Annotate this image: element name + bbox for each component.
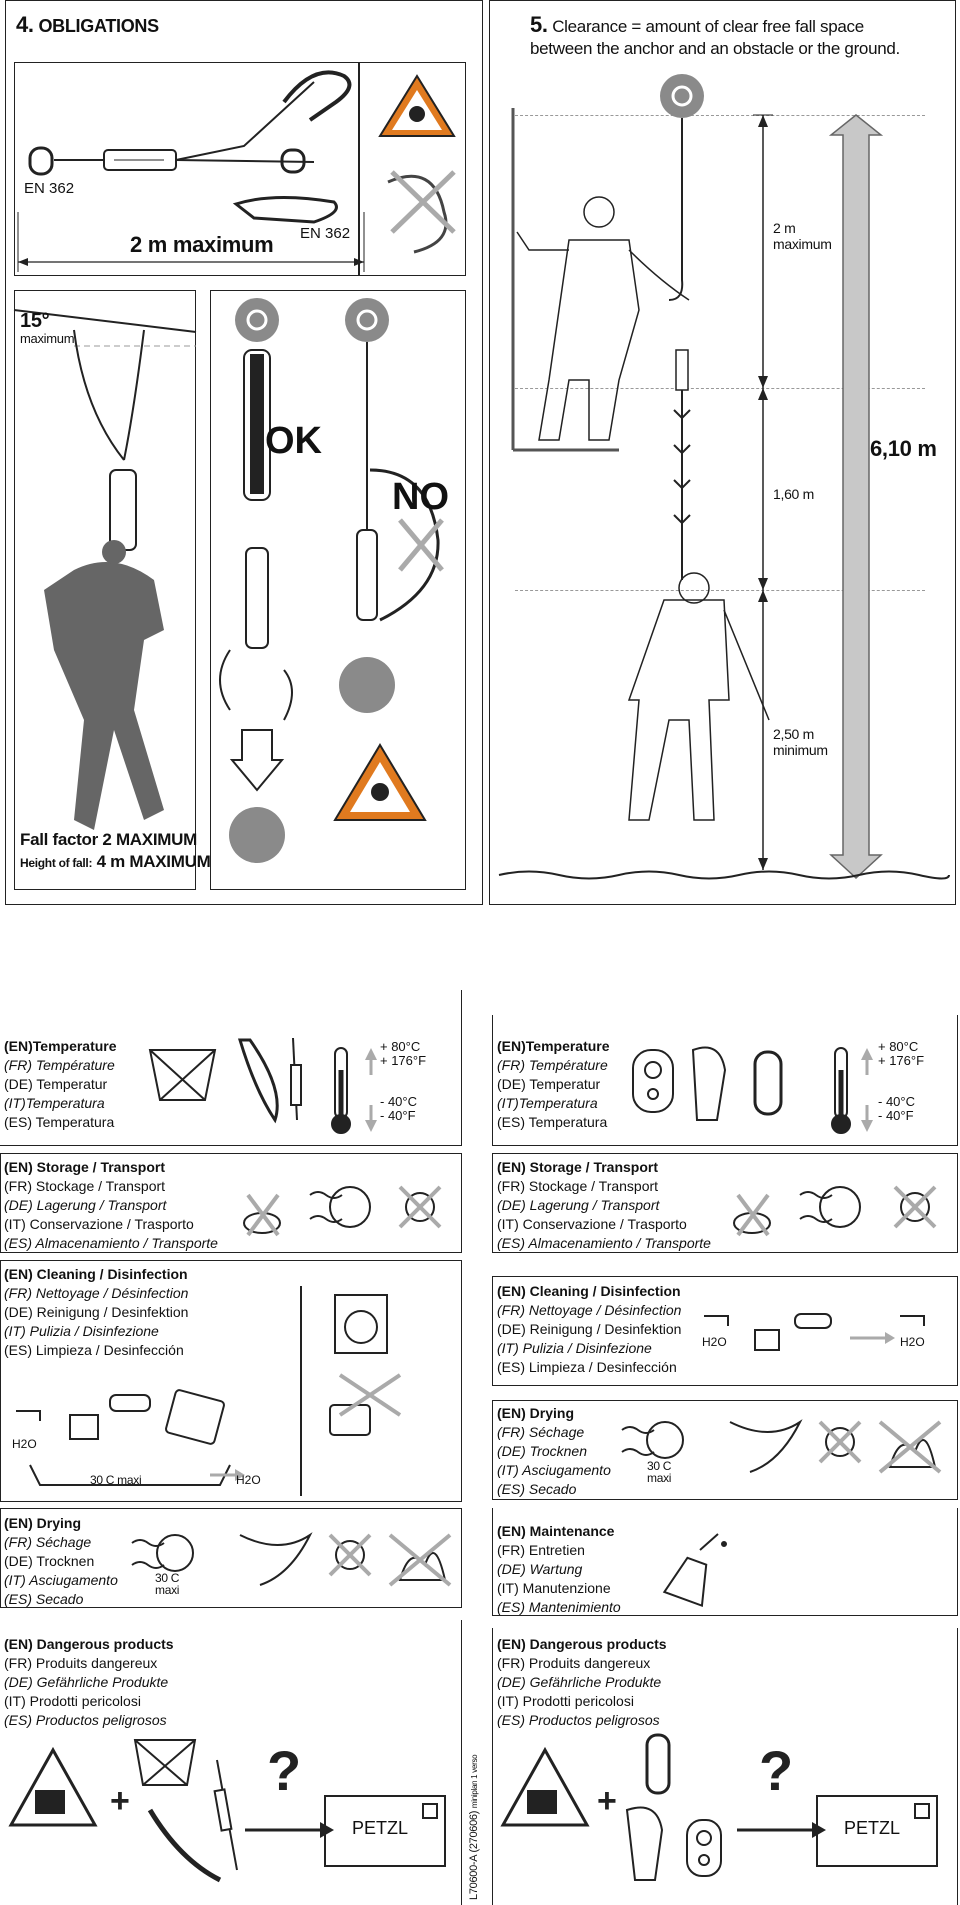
right-cleaning-h2o-2: H2O [900, 1335, 925, 1349]
lang-it: (IT) Pulizia / Disinfezione [4, 1323, 159, 1339]
hanging-rope-icon [240, 1535, 310, 1585]
left-cleaning-icons [10, 1375, 460, 1495]
ok-no-illustration [210, 290, 466, 890]
lang-de: (DE) Lagerung / Transport [4, 1197, 167, 1213]
lang-en: (EN) Dangerous products [4, 1636, 174, 1652]
connector-left-label: EN 362 [24, 180, 75, 197]
fan-icon [622, 1422, 683, 1458]
hot-f: + 176°F [380, 1053, 427, 1068]
heater-fan-icon [800, 1187, 860, 1227]
large-hook-icon [284, 72, 349, 120]
question-mark-icon: ? [267, 1739, 302, 1802]
cold-c: - 40°C [380, 1094, 417, 1109]
pulley-icon [633, 1050, 673, 1112]
impact-no-icon [339, 657, 395, 713]
lang-it: (IT) Conservazione / Trasporto [497, 1216, 687, 1232]
hot-f: + 176°F [878, 1053, 925, 1068]
lang-it: (IT)Temperatura [497, 1095, 598, 1111]
lang-es: (ES) Productos peligrosos [4, 1712, 167, 1728]
lang-it: (IT) Manutenzione [497, 1580, 611, 1596]
seg2-label: 1,60 m [773, 486, 814, 502]
danger-no-icon [335, 745, 425, 820]
height-label-prefix: Height of fall: [20, 856, 93, 870]
lang-it: (IT) Prodotti pericolosi [497, 1693, 634, 1709]
lang-de: (DE) Trocknen [4, 1553, 95, 1569]
box-icon [755, 1330, 779, 1350]
standing-worker-icon [517, 197, 689, 440]
hanging-worker-icon [629, 573, 769, 820]
lang-es: (ES) Secado [497, 1481, 577, 1497]
lang-fr: (FR) Stockage / Transport [497, 1178, 659, 1194]
doc-code-sub: miniplan 1 verso [470, 1754, 479, 1809]
angle-label [20, 310, 74, 346]
lang-es: (ES) Temperatura [4, 1114, 115, 1130]
lang-fr: (FR) Nettoyage / Désinfection [497, 1302, 682, 1318]
lang-de: (DE) Trocknen [497, 1443, 587, 1459]
clearance-line1: Clearance = amount of clear free fall space [552, 17, 864, 36]
left-temperature-text [4, 1037, 117, 1132]
obligations-title: OBLIGATIONS [38, 16, 159, 36]
lang-fr: (FR) Séchage [497, 1424, 585, 1440]
lang-fr: (FR) Nettoyage / Désinfection [4, 1285, 189, 1301]
right-dangerous-text [497, 1635, 667, 1730]
thermometer-icon [832, 1048, 850, 1133]
sling-icon [150, 1810, 220, 1880]
right-maintenance-icons [660, 1530, 740, 1610]
falling-climber-icon [44, 540, 164, 830]
impact-ok-icon [229, 807, 285, 863]
lang-en: (EN)Temperature [497, 1038, 610, 1054]
lang-fr: (FR) Stockage / Transport [4, 1178, 166, 1194]
drying-temp-2: maxi [647, 1471, 672, 1485]
tap-icon [16, 1411, 40, 1421]
total-height-label: 6,10 m [870, 436, 937, 461]
anchor-ok-icon [235, 298, 279, 342]
lang-en: (EN) Storage / Transport [4, 1159, 166, 1175]
right-brand: PETZL [844, 1818, 901, 1838]
lang-fr: (FR) Produits dangereux [497, 1655, 651, 1671]
lang-es: (ES) Limpieza / Desinfección [4, 1342, 184, 1358]
connector-left-icon [30, 148, 52, 174]
right-drying-temp [647, 1460, 671, 1484]
seg1-sub: maximum [773, 236, 832, 252]
sling-icon [240, 1040, 277, 1120]
clearance-number: 5. [530, 12, 548, 37]
lang-de: (DE) Wartung [497, 1561, 583, 1577]
left-cleaning-text [4, 1265, 188, 1360]
left-storage-text [4, 1158, 218, 1253]
drying-temp-2: maxi [155, 1583, 180, 1597]
left-brand: PETZL [352, 1818, 409, 1838]
drying-temp-1: 30 C [155, 1571, 180, 1585]
cold-f: - 40°F [878, 1108, 914, 1123]
corrosive-warning-icon [11, 1750, 95, 1825]
total-height-bar [831, 115, 881, 878]
left-storage-icons [240, 1175, 460, 1245]
crossed-sun-icon [330, 1535, 370, 1575]
crossed-pressure-washer-icon [330, 1375, 400, 1435]
angle-sub: maximum [20, 331, 75, 346]
lang-en: (EN) Cleaning / Disinfection [497, 1283, 681, 1299]
cold-f: - 40°F [380, 1108, 416, 1123]
fall-factor-illustration [14, 290, 196, 890]
lang-de: (DE) Reinigung / Desinfektion [497, 1321, 682, 1337]
lang-es: (ES) Secado [4, 1591, 84, 1607]
right-storage-text [497, 1158, 711, 1253]
heater-fan-icon [310, 1187, 370, 1227]
crossed-lanyard-icon [388, 172, 454, 252]
lanyard-icon [215, 1760, 237, 1870]
left-drying-temp [155, 1572, 179, 1596]
lang-de: (DE) Lagerung / Transport [497, 1197, 660, 1213]
lang-es: (ES) Limpieza / Desinfección [497, 1359, 677, 1375]
seg3-sub: minimum [773, 742, 828, 758]
doc-code [468, 1755, 480, 1900]
lang-it: (IT) Pulizia / Disinfezione [497, 1340, 652, 1356]
right-cleaning-h2o: H2O [702, 1335, 727, 1349]
lang-de: (DE) Gefährliche Produkte [4, 1674, 169, 1690]
right-temp-hot [878, 1040, 924, 1068]
lang-fr: (FR) Produits dangereux [4, 1655, 158, 1671]
hot-c: + 80°C [380, 1039, 421, 1054]
lang-en: (EN) Dangerous products [497, 1636, 667, 1652]
brush-icon [795, 1314, 831, 1328]
descender-icon [693, 1048, 725, 1121]
lang-fr: (FR) Entretien [497, 1542, 585, 1558]
hanging-rope-icon [730, 1422, 800, 1472]
tap-icon [704, 1316, 728, 1326]
ok-label: OK [265, 420, 322, 462]
carabiner-icon [755, 1052, 781, 1114]
left-cleaning-h2o: H2O [12, 1437, 37, 1451]
lang-en: (EN)Temperature [4, 1038, 117, 1054]
left-dangerous-icons [5, 1730, 455, 1900]
left-temp-hot [380, 1040, 426, 1068]
lang-es: (ES) Almacenamiento / Transporte [4, 1235, 218, 1251]
seg1-label [773, 220, 832, 252]
lang-fr: (FR) Température [4, 1057, 115, 1073]
left-drying-icons [130, 1525, 460, 1600]
lang-de: (DE) Gefährliche Produkte [497, 1674, 662, 1690]
right-temperature-text [497, 1037, 610, 1132]
lang-es: (ES) Mantenimiento [497, 1599, 621, 1615]
lanyard-icon [291, 1038, 301, 1120]
right-dangerous-icons [497, 1730, 952, 1900]
lang-it: (IT) Prodotti pericolosi [4, 1693, 141, 1709]
clearance-line2: between the anchor and an obstacle or the ground. [530, 39, 900, 58]
lang-es: (ES) Temperatura [497, 1114, 608, 1130]
danger-warning-icon [380, 76, 454, 136]
right-storage-icons [730, 1175, 955, 1245]
right-maintenance-text [497, 1522, 621, 1617]
carabiner-icon [647, 1735, 669, 1793]
crossed-sun-icon [895, 1187, 935, 1227]
descender-icon [627, 1808, 662, 1881]
lang-de: (DE) Temperatur [4, 1076, 108, 1092]
seg3-value: 2,50 m [773, 726, 814, 742]
tap-icon-2 [900, 1316, 924, 1326]
no-label: NO [392, 476, 449, 518]
lang-it: (IT) Conservazione / Trasporto [4, 1216, 194, 1232]
brush-icon [110, 1395, 150, 1411]
crushed-coil-icon [244, 1195, 280, 1235]
anchor-icon [660, 74, 704, 118]
crossed-fire-icon [880, 1422, 940, 1472]
lang-es: (ES) Productos peligrosos [497, 1712, 660, 1728]
seg3-label [773, 726, 828, 758]
svg-text:+: + [597, 1782, 617, 1820]
right-cleaning-text [497, 1282, 681, 1377]
seg1-value: 2 m [773, 220, 796, 236]
absorber-icon [110, 470, 136, 550]
box-icon [70, 1415, 98, 1439]
crossed-sun-icon [820, 1422, 860, 1462]
crossed-fire-icon [390, 1535, 450, 1585]
angle-value: 15° [20, 310, 50, 332]
lang-de: (DE) Reinigung / Desinfektion [4, 1304, 189, 1320]
pulley-icon [687, 1820, 721, 1876]
height-label-value: 4 m MAXIMUM [96, 852, 211, 871]
fall-factor-label: Fall factor 2 MAXIMUM [20, 830, 197, 849]
hook-bottom-icon [236, 197, 337, 222]
crossed-sun-icon [400, 1187, 440, 1227]
connector-right-label: EN 362 [300, 225, 351, 242]
lang-it: (IT)Temperatura [4, 1095, 105, 1111]
question-mark-icon: ? [759, 1739, 794, 1802]
thermometer-icon [332, 1048, 350, 1133]
cold-c: - 40°C [878, 1094, 915, 1109]
harness-icon [150, 1050, 215, 1100]
left-temp-cold [380, 1095, 417, 1123]
obligations-heading [16, 12, 159, 38]
lang-fr: (FR) Température [497, 1057, 608, 1073]
lang-it: (IT) Asciugamento [4, 1572, 118, 1588]
lang-en: (EN) Maintenance [497, 1523, 615, 1539]
hot-c: + 80°C [878, 1039, 919, 1054]
detergent-icon [165, 1389, 225, 1444]
lang-fr: (FR) Séchage [4, 1534, 92, 1550]
obligations-number: 4. [16, 12, 34, 37]
left-dangerous-text [4, 1635, 174, 1730]
fan-icon [132, 1535, 193, 1571]
ground-line [499, 872, 949, 879]
height-label [20, 852, 210, 872]
tub-label: 30 C maxi [90, 1473, 142, 1487]
svg-text:+: + [110, 1782, 130, 1820]
right-drying-text [497, 1404, 611, 1499]
doc-code-main: L70600-A (270606) [468, 1810, 480, 1900]
lanyard-length-label: 2 m maximum [130, 232, 274, 257]
right-temp-cold [878, 1095, 915, 1123]
drying-temp-1: 30 C [647, 1459, 672, 1473]
lang-en: (EN) Drying [497, 1405, 574, 1421]
harness-icon [135, 1740, 195, 1785]
crushed-coil-icon [734, 1195, 770, 1235]
lang-en: (EN) Storage / Transport [497, 1159, 659, 1175]
oil-bottle-icon [664, 1534, 726, 1606]
lang-en: (EN) Drying [4, 1515, 81, 1531]
left-cleaning-h2o-2: H2O [236, 1473, 261, 1487]
lang-it: (IT) Asciugamento [497, 1462, 611, 1478]
anchor-no-icon [345, 298, 389, 342]
corrosive-warning-icon [503, 1750, 587, 1825]
lang-es: (ES) Almacenamiento / Transporte [497, 1235, 711, 1251]
lang-en: (EN) Cleaning / Disinfection [4, 1266, 188, 1282]
lang-de: (DE) Temperatur [497, 1076, 601, 1092]
left-drying-text [4, 1514, 118, 1609]
